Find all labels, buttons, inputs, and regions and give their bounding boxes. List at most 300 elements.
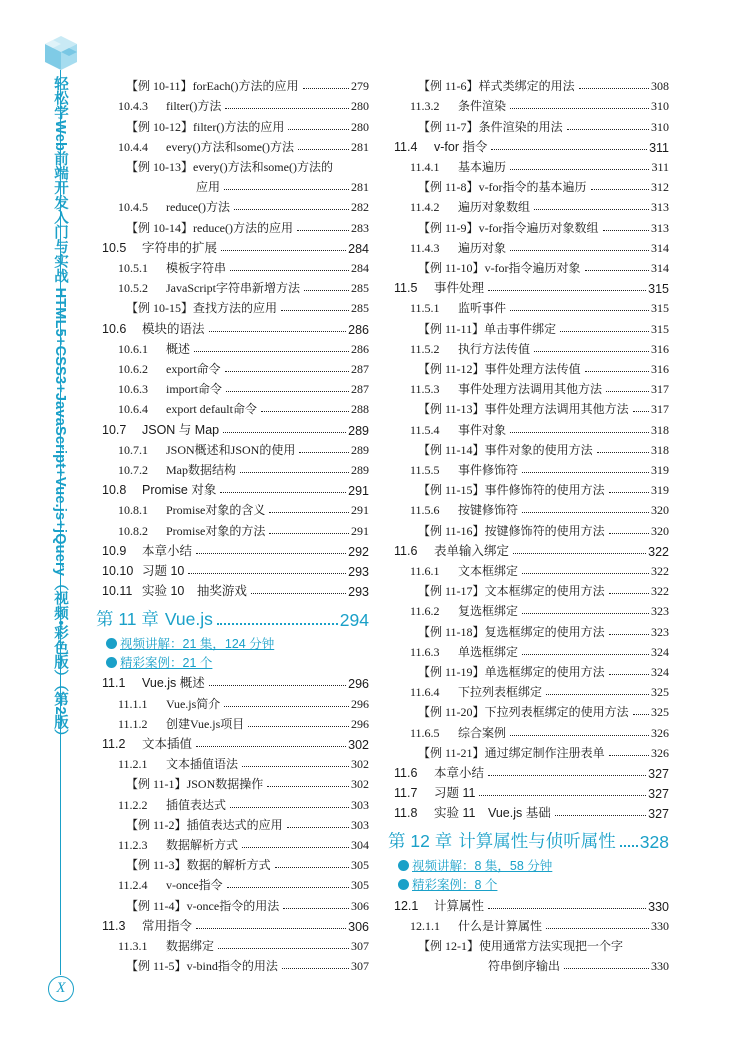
- toc-leader-dots: [227, 887, 349, 888]
- toc-entry-number: 【例 11-13】: [418, 402, 485, 417]
- toc-leader-dots: [609, 492, 649, 493]
- toc-page-number: 307: [351, 938, 369, 953]
- toc-entry-sec: [394, 761, 669, 781]
- toc-leader-dots: [230, 807, 349, 808]
- toc-page-number: 286: [351, 341, 369, 356]
- toc-page-number: 305: [351, 878, 369, 893]
- cube-logo-icon: [42, 34, 80, 72]
- toc-page-number: 330: [651, 959, 669, 974]
- toc-page-number: 311: [651, 159, 669, 174]
- toc-entry-title: 事件对象: [458, 422, 507, 437]
- toc-entry-ex: [126, 74, 369, 94]
- toc-entry-sec: [394, 801, 669, 821]
- toc-page-number: 302: [351, 757, 369, 772]
- toc-entry-title: reduce()方法: [166, 200, 230, 215]
- toc-entry-sub: [118, 934, 369, 954]
- toc-entry-ex: [418, 741, 669, 761]
- toc-entry-title: Promise 对象: [142, 483, 217, 498]
- toc-leader-dots: [609, 674, 649, 675]
- toc-entry-title: 插值表达式: [166, 797, 227, 812]
- toc-entry-ex: [126, 853, 369, 873]
- toc-page-number: 316: [651, 361, 669, 376]
- toc-entry-sub: [118, 752, 369, 772]
- toc-page-number: 293: [348, 585, 369, 600]
- toc-leader-dots: [488, 775, 646, 776]
- toc-entry-number: 10.10: [102, 563, 134, 578]
- toc-entry-number: 11.4.2: [410, 200, 440, 215]
- toc-entry-title: 事件处理方法调用其他方法: [484, 402, 629, 417]
- toc-leader-dots: [585, 270, 649, 271]
- toc-entry-title: Map数据结构: [166, 462, 236, 477]
- toc-leader-dots: [267, 786, 349, 787]
- toc-leader-dots: [234, 209, 349, 210]
- toc-entry-title: every()方法和some()方法: [166, 139, 294, 154]
- toc-page-number: 318: [651, 442, 669, 457]
- toc-entry-number: 11.3: [102, 918, 126, 933]
- toc-page-number: 310: [651, 99, 669, 114]
- toc-entry-title: 实验 10 抽奖游戏: [142, 584, 247, 599]
- toc-leader-dots: [510, 169, 649, 170]
- toc-page-number: 311: [649, 140, 669, 155]
- toc-entry-number: 10.8.2: [118, 523, 148, 538]
- toc-entry-number: 【例 11-20】: [418, 705, 485, 720]
- toc-page-number: 317: [651, 382, 669, 397]
- toc-page-number: 281: [351, 139, 369, 154]
- toc-leader-dots: [609, 593, 649, 594]
- toc-entry-ex: [418, 256, 669, 276]
- toc-entry-title: 事件处理: [434, 281, 485, 296]
- toc-leader-dots: [261, 411, 349, 412]
- toc-leader-dots: [522, 654, 649, 655]
- toc-entry-sec: [394, 539, 669, 559]
- toc-entry-number: 10.7.1: [118, 442, 148, 457]
- toc-page-number: 327: [648, 787, 669, 802]
- toc-leader-dots: [585, 371, 649, 372]
- toc-entry-title: 遍历对象: [458, 240, 507, 255]
- toc-page-number: 324: [651, 664, 669, 679]
- toc-page-number: 316: [651, 341, 669, 356]
- toc-entry-number: 11.5.1: [410, 301, 440, 316]
- toc-entry-number: 【例 11-1】: [126, 777, 187, 792]
- toc-leader-dots: [479, 795, 646, 796]
- toc-entry-number: 11.3.2: [410, 99, 440, 114]
- toc-leader-dots: [304, 290, 349, 291]
- toc-leader-dots: [269, 533, 349, 534]
- toc-entry-ex: [418, 518, 669, 538]
- toc-page-number: 315: [648, 282, 669, 297]
- toc-entry-title: 本章小结: [434, 765, 485, 780]
- toc-entry-ex: [418, 934, 669, 954]
- toc-entry-sub: [118, 397, 369, 417]
- case-icon: [398, 879, 409, 890]
- toc-leader-dots: [223, 432, 346, 433]
- toc-entry-title: 文本插值: [142, 736, 193, 751]
- toc-entry-title: 常用指令: [142, 918, 193, 933]
- toc-leader-dots: [560, 331, 649, 332]
- toc-entry-sec: [394, 893, 669, 913]
- toc-leader-dots: [225, 108, 349, 109]
- case-icon: [106, 638, 117, 649]
- toc-entry-number: 10.6: [102, 321, 127, 336]
- toc-entry-title: 监听事件: [458, 301, 507, 316]
- toc-entry-number: 【例 11-8】: [418, 180, 479, 195]
- toc-entry-sec: [102, 236, 369, 256]
- toc-entry-number: 【例 12-1】: [418, 938, 479, 953]
- toc-leader-dots: [510, 310, 649, 311]
- toc-page-number: 325: [651, 685, 669, 700]
- toc-leader-dots: [488, 908, 646, 909]
- toc-leader-dots: [288, 129, 349, 130]
- toc-leader-dots: [522, 573, 649, 574]
- toc-entry-title: 计算属性与侦听属性: [458, 831, 616, 852]
- toc-entry-sub: [118, 833, 369, 853]
- toc-entry-title: Vue.js简介: [166, 696, 221, 711]
- toc-entry-title: 条件渲染的用法: [478, 119, 563, 134]
- toc-entry-number: 11.2.2: [118, 797, 148, 812]
- toc-entry-number: 10.11: [102, 584, 133, 599]
- toc-leader-dots: [609, 533, 649, 534]
- toc-entry-title: 事件处理方法传值: [484, 361, 581, 376]
- toc-leader-dots: [609, 755, 649, 756]
- toc-entry-sub: [410, 640, 669, 660]
- toc-entry-sub: [118, 691, 369, 711]
- toc-entry-title: import命令: [166, 382, 222, 397]
- toc-page-number: 296: [351, 696, 369, 711]
- toc-entry-title: 计算属性: [434, 898, 485, 913]
- toc-entry-sub: [118, 195, 369, 215]
- toc-leader-dots: [591, 189, 649, 190]
- toc-leader-dots: [633, 714, 649, 715]
- toc-page-number: 322: [648, 544, 669, 559]
- toc-entry-sec: [102, 559, 369, 579]
- toc-leader-dots: [196, 553, 346, 554]
- toc-entry-title: v-bind指令的用法: [186, 959, 278, 974]
- toc-entry-number: 11.5.4: [410, 422, 440, 437]
- toc-entry-title: 事件修饰符: [458, 462, 519, 477]
- toc-leader-dots: [196, 928, 346, 929]
- toc-page-number: 305: [351, 858, 369, 873]
- toc-entry-title: JSON概述和JSON的使用: [166, 442, 296, 457]
- toc-entry-number: 11.6.4: [410, 685, 440, 700]
- toc-leader-dots: [567, 129, 649, 130]
- page-number: X: [48, 976, 74, 1002]
- toc-page-number: 328: [639, 832, 669, 853]
- toc-page-number: 315: [651, 301, 669, 316]
- toc-entry-title: JavaScript字符串新增方法: [166, 281, 300, 296]
- toc-entry-title: 字符串的扩展: [142, 240, 218, 255]
- toc-entry-title: filter()方法: [166, 99, 222, 114]
- sidebar-decoration: [0, 0, 80, 1050]
- toc-entry-chap: [388, 827, 669, 853]
- toc-entry-sub: [118, 276, 369, 296]
- toc-entry-sub: [118, 256, 369, 276]
- toc-entry-number: 【例 11-12】: [418, 361, 485, 376]
- toc-right-column: [388, 0, 669, 1050]
- toc-entry-number: 【例 11-4】: [126, 898, 187, 913]
- toc-entry-sub: [410, 236, 669, 256]
- toc-entry-title: 样式类绑定的用法: [478, 79, 575, 94]
- toc-entry-number: 【例 10-15】: [126, 301, 193, 316]
- toc-leader-dots: [283, 908, 349, 909]
- toc-entry-sec: [102, 914, 369, 934]
- toc-entry-number: 【例 11-14】: [418, 442, 485, 457]
- toc-leader-dots: [269, 512, 349, 513]
- toc-entry-sec: [102, 316, 369, 336]
- toc-entry-title: 应用: [196, 180, 221, 195]
- toc-entry-number: 10.5.1: [118, 260, 148, 275]
- toc-entry-title: Promise对象的方法: [166, 523, 266, 538]
- toc-entry-ex: [126, 813, 369, 833]
- toc-page-number: 291: [351, 523, 369, 538]
- toc-entry-title: 单选框绑定的使用方法: [484, 664, 605, 679]
- toc-page-number: 287: [351, 361, 369, 376]
- toc-leader-dots: [522, 472, 649, 473]
- toc-page-number: 317: [651, 402, 669, 417]
- toc-entry-number: 第 12 章: [388, 831, 453, 852]
- toc-entry-number: 11.5.2: [410, 341, 440, 356]
- toc-page-number: 308: [651, 79, 669, 94]
- toc-entry-title: 表单输入绑定: [434, 543, 510, 558]
- toc-entry-cont: [488, 954, 669, 974]
- toc-entry-number: 【例 11-11】: [418, 321, 485, 336]
- toc-leader-dots: [297, 230, 349, 231]
- toc-entry-title: 条件渲染: [458, 99, 507, 114]
- toc-entry-title: JSON 与 Map: [142, 422, 220, 437]
- toc-media-text: 精彩案例：8 个: [412, 878, 498, 893]
- toc-leader-dots: [194, 351, 349, 352]
- toc-leader-dots: [218, 948, 349, 949]
- toc-page-number: 314: [651, 260, 669, 275]
- toc-page-number: 310: [651, 119, 669, 134]
- toc-leader-dots: [221, 250, 346, 251]
- toc-page-number: 287: [351, 382, 369, 397]
- toc-entry-number: 【例 11-15】: [418, 483, 485, 498]
- toc-entry-title: Vue.js 概述: [142, 676, 205, 691]
- toc-entry-number: 【例 10-13】: [126, 159, 193, 174]
- toc-entry-title: 数据的解析方式: [186, 858, 271, 873]
- toc-entry-title: 执行方法传值: [458, 341, 531, 356]
- toc-page-number: 323: [651, 624, 669, 639]
- toc-leader-dots: [209, 685, 346, 686]
- toc-entry-number: 10.7.2: [118, 462, 148, 477]
- toc-entry-ex: [126, 215, 369, 235]
- toc-entry-number: 11.6.2: [410, 604, 440, 619]
- toc-page-number: 285: [351, 301, 369, 316]
- toc-entry-number: 10.6.4: [118, 402, 148, 417]
- toc-entry-sec: [102, 417, 369, 437]
- toc-entry-title: v-once指令的用法: [186, 898, 280, 913]
- toc-entry-sub: [410, 458, 669, 478]
- toc-page-number: 322: [651, 563, 669, 578]
- toc-entry-ex: [126, 296, 369, 316]
- toc-entry-number: 11.4.3: [410, 240, 440, 255]
- toc-page-number: 320: [651, 523, 669, 538]
- toc-entry-title: 什么是计算属性: [458, 918, 543, 933]
- toc-entry-sub: [410, 296, 669, 316]
- toc-leader-dots: [282, 968, 349, 969]
- toc-entry-number: 【例 11-10】: [418, 260, 485, 275]
- toc-leader-dots: [597, 452, 649, 453]
- toc-page-number: 293: [348, 564, 369, 579]
- toc-entry-number: 11.2.3: [118, 837, 148, 852]
- toc-entry-chap: [96, 605, 369, 631]
- toc-leader-dots: [579, 88, 649, 89]
- toc-page-number: 322: [651, 584, 669, 599]
- toc-entry-title: 符串倒序输出: [488, 959, 561, 974]
- toc-entry-cont: [196, 175, 369, 195]
- toc-entry-number: 10.6.3: [118, 382, 148, 397]
- toc-page-number: 285: [351, 281, 369, 296]
- toc-page-number: 283: [351, 220, 369, 235]
- toc-page-number: 284: [348, 241, 369, 256]
- book-title: 轻松学Web前端开发入门与实战 HTML5+CSS3+JavaScript+Vue.js+jQuery（视频•彩色版）（第2版）: [52, 76, 68, 745]
- toc-page-number: 282: [351, 200, 369, 215]
- toc-entry-number: 12.1.1: [410, 918, 440, 933]
- toc-entry-number: 11.5.6: [410, 503, 440, 518]
- toc-entry-sub: [410, 417, 669, 437]
- toc-entry-sec: [102, 671, 369, 691]
- toc-entry-number: 10.5: [102, 240, 127, 255]
- toc-entry-ex: [418, 114, 669, 134]
- toc-entry-ex: [126, 155, 369, 175]
- toc-entry-title: 按键修饰符: [458, 503, 519, 518]
- toc-page-number: 289: [351, 462, 369, 477]
- toc-entry-title: v-for 指令: [434, 139, 488, 154]
- video-icon: [106, 657, 117, 668]
- toc-entry-title: export命令: [166, 361, 221, 376]
- toc-entry-sub: [118, 377, 369, 397]
- toc-entry-number: 11.6.5: [410, 725, 440, 740]
- toc-entry-number: 11.6.1: [410, 563, 440, 578]
- toc-entry-title: Vue.js: [164, 609, 213, 630]
- toc-entry-number: 【例 11-19】: [418, 664, 485, 679]
- toc-page-number: 288: [351, 402, 369, 417]
- toc-page-number: 284: [351, 260, 369, 275]
- toc-entry-number: 【例 10-11】: [126, 79, 193, 94]
- toc-entry-sec: [394, 781, 669, 801]
- toc-entry-sec: [102, 732, 369, 752]
- toc-entry-title: 数据解析方式: [166, 837, 239, 852]
- toc-entry-title: filter()方法的应用: [193, 119, 285, 134]
- toc-entry-ex: [418, 175, 669, 195]
- toc-entry-title: 通过绑定制作注册表单: [484, 745, 605, 760]
- toc-page-number: 327: [648, 807, 669, 822]
- toc-leader-dots: [564, 968, 649, 969]
- toc-entry-ex: [418, 619, 669, 639]
- toc-entry-sub: [118, 438, 369, 458]
- video-icon: [398, 860, 409, 871]
- toc-leader-dots: [240, 472, 349, 473]
- toc-entry-title: 数据绑定: [166, 938, 215, 953]
- toc-leader-dots: [248, 726, 349, 727]
- toc-page-number: 303: [351, 797, 369, 812]
- toc-entry-title: v-for指令遍历对象数组: [478, 220, 599, 235]
- toc-entry-number: 11.4.1: [410, 159, 440, 174]
- toc-leader-dots: [196, 746, 346, 747]
- toc-entry-title: 习题 11: [434, 786, 476, 801]
- toc-page-number: 312: [651, 180, 669, 195]
- toc-entry-title: 遍历对象数组: [458, 200, 531, 215]
- toc-page-number: 281: [351, 180, 369, 195]
- toc-entry-title: 下拉列表框绑定的使用方法: [484, 705, 629, 720]
- toc-entry-number: 11.5.5: [410, 462, 440, 477]
- toc-leader-dots: [555, 815, 646, 816]
- toc-entry-title: 习题 10: [142, 563, 185, 578]
- toc-page-number: 313: [651, 220, 669, 235]
- toc-entry-ex: [126, 954, 369, 974]
- toc-page-number: 291: [351, 503, 369, 518]
- toc-leader-dots: [620, 845, 638, 847]
- toc-entry-number: 11.6: [394, 543, 418, 558]
- toc-entry-number: 【例 11-16】: [418, 523, 485, 538]
- toc-entry-title: 单选框绑定: [458, 644, 519, 659]
- toc-leader-dots: [491, 149, 647, 150]
- toc-page-number: 323: [651, 604, 669, 619]
- toc-entry-number: 10.4.4: [118, 139, 148, 154]
- toc-entry-title: v-once指令: [166, 878, 223, 893]
- toc-entry-number: 【例 11-6】: [418, 79, 479, 94]
- toc-entry-number: 11.6.3: [410, 644, 440, 659]
- toc-entry-number: 10.6.1: [118, 341, 148, 356]
- toc-entry-media: [398, 855, 669, 874]
- toc-entry-title: 本章小结: [142, 543, 193, 558]
- toc-entry-sec: [102, 539, 369, 559]
- toc-entry-title: 查找方法的应用: [193, 301, 278, 316]
- toc-entry-ex: [418, 700, 669, 720]
- toc-media-text: 视频讲解：8 集，58 分钟: [412, 859, 553, 874]
- toc-page-number: 302: [348, 737, 369, 752]
- toc-media-text: 视频讲解：21 集，124 分钟: [120, 637, 275, 652]
- toc-page-number: 319: [651, 462, 669, 477]
- toc-leader-dots: [242, 847, 349, 848]
- toc-entry-ex: [418, 579, 669, 599]
- toc-page-number: 280: [351, 99, 369, 114]
- toc-page-number: 286: [348, 322, 369, 337]
- toc-page-number: 296: [348, 677, 369, 692]
- toc-leader-dots: [226, 391, 349, 392]
- toc-page-number: 289: [351, 442, 369, 457]
- toc-entry-ex: [418, 357, 669, 377]
- toc-entry-number: 【例 10-12】: [126, 119, 193, 134]
- toc-entry-sub: [118, 135, 369, 155]
- toc-leader-dots: [220, 492, 346, 493]
- toc-entry-number: 【例 11-17】: [418, 584, 485, 599]
- toc-page-number: 294: [339, 610, 369, 631]
- toc-page-number: 296: [351, 716, 369, 731]
- toc-entry-number: 11.5.3: [410, 382, 440, 397]
- toc-leader-dots: [217, 623, 338, 625]
- toc-leader-dots: [242, 766, 349, 767]
- toc-entry-sec: [394, 135, 669, 155]
- toc-entry-ex: [418, 215, 669, 235]
- toc-entry-title: 文本框绑定: [458, 563, 519, 578]
- toc-entry-sub: [410, 155, 669, 175]
- toc-left-column: [96, 0, 369, 1050]
- toc-entry-number: 11.2: [102, 736, 126, 751]
- toc-entry-number: 11.6: [394, 765, 418, 780]
- toc-page-number: 325: [651, 705, 669, 720]
- toc-page-number: 327: [648, 766, 669, 781]
- toc-entry-title: export default命令: [166, 402, 257, 417]
- toc-entry-title: forEach()方法的应用: [192, 79, 299, 94]
- toc-leader-dots: [606, 391, 649, 392]
- toc-leader-dots: [522, 512, 649, 513]
- toc-entry-number: 10.6.2: [118, 361, 148, 376]
- toc-entry-number: 12.1: [394, 898, 419, 913]
- toc-leader-dots: [303, 88, 349, 89]
- toc-entry-number: 【例 11-21】: [418, 745, 485, 760]
- toc-entry-title: 模块的语法: [142, 321, 205, 336]
